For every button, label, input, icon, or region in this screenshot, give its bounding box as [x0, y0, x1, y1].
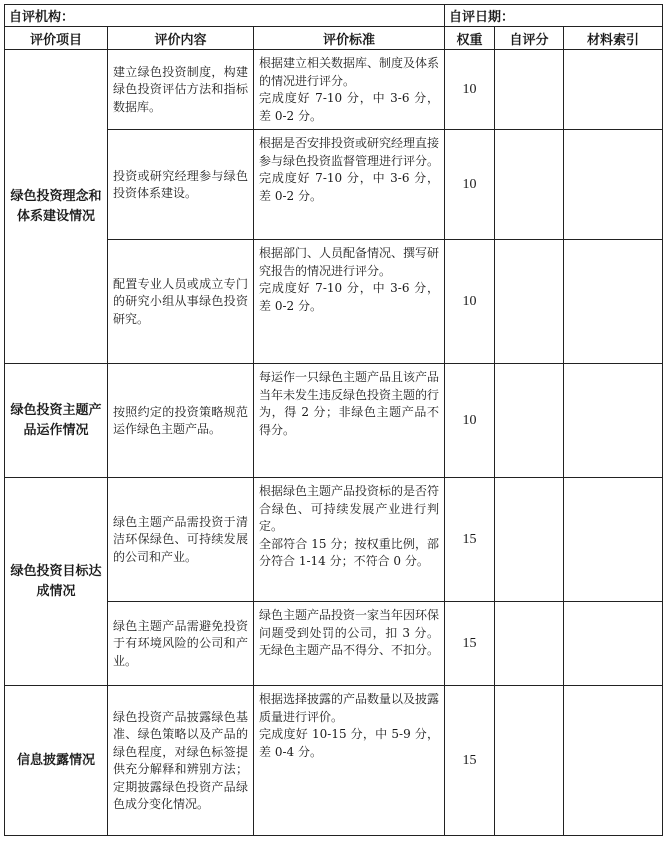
material-index-cell[interactable]: [564, 602, 663, 686]
standard-text: 完成度好 7-10 分，中 3-6 分，差 0-2 分。: [259, 171, 440, 203]
self-score-cell[interactable]: [495, 686, 564, 836]
org-label: 自评机构：: [5, 5, 445, 27]
category-cell: 绿色投资主题产品运作情况: [5, 364, 108, 478]
standard-cell: [254, 240, 445, 364]
weight-cell: 15: [445, 478, 495, 602]
self-score-cell[interactable]: [495, 130, 564, 240]
standard-text: 根据建立相关数据库、制度及体系的情况进行评分。: [259, 56, 440, 88]
date-label: 自评日期：: [445, 5, 663, 27]
col-header-weight: 权重: [445, 27, 495, 50]
self-score-cell[interactable]: [495, 240, 564, 364]
standard-cell: [254, 478, 445, 602]
content-cell: 绿色主题产品需避免投资于有环境风险的公司和产业。: [108, 602, 254, 686]
weight-cell: 15: [445, 602, 495, 686]
standard-text: 全部符合 15 分；按权重比例，部分符合 1-14 分；不符合 0 分。: [259, 536, 440, 568]
self-score-cell[interactable]: [495, 364, 564, 478]
material-index-cell[interactable]: [564, 364, 663, 478]
self-evaluation-table: [4, 4, 663, 836]
standard-text: 根据绿色主题产品投资标的是否符合绿色、可持续发展产业进行判定。: [259, 484, 440, 533]
standard-cell: [254, 130, 445, 240]
standard-text: 根据部门、人员配备情况、撰写研究报告的情况进行评分。: [259, 246, 440, 278]
standard-text: 完成度好 7-10 分，中 3-6 分，差 0-2 分。: [259, 91, 440, 123]
content-cell: 建立绿色投资制度，构建绿色投资评估方法和指标数据库。: [108, 50, 254, 130]
standard-text: 根据选择披露的产品数量以及披露质量进行评价。: [259, 692, 440, 724]
weight-cell: 10: [445, 50, 495, 130]
self-score-cell[interactable]: [495, 50, 564, 130]
content-cell: 投资或研究经理参与绿色投资体系建设。: [108, 130, 254, 240]
col-header-content: 评价内容: [108, 27, 254, 50]
standard-text: 完成度好 10-15 分，中 5-9 分，差 0-4 分。: [259, 727, 440, 759]
table-row: [5, 686, 663, 836]
weight-cell: 10: [445, 364, 495, 478]
self-score-cell[interactable]: [495, 602, 564, 686]
standard-text: 绿色主题产品投资一家当年因环保问题受到处罚的公司，扣 3 分。无绿色主题产品不得分、不扣分。: [259, 608, 440, 657]
standard-text: 完成度好 7-10 分，中 3-6 分，差 0-2 分。: [259, 281, 440, 313]
standard-text: 每运作一只绿色主题产品且该产品当年未发生违反绿色投资主题的行为，得 2 分；非绿色主题产品不得分。: [259, 370, 440, 437]
content-cell: 绿色主题产品需投资于清洁环保绿色、可持续发展的公司和产业。: [108, 478, 254, 602]
standard-text: 根据是否安排投资或研究经理直接参与绿色投资监督管理进行评分。: [259, 136, 440, 168]
col-header-item: 评价项目: [5, 27, 108, 50]
standard-cell: [254, 686, 445, 836]
weight-cell: 10: [445, 240, 495, 364]
col-header-standard: 评价标准: [254, 27, 445, 50]
content-cell: 配置专业人员或成立专门的研究小组从事绿色投资研究。: [108, 240, 254, 364]
standard-cell: [254, 602, 445, 686]
standard-cell: [254, 50, 445, 130]
meta-row: [5, 5, 663, 27]
category-cell: 绿色投资理念和体系建设情况: [5, 50, 108, 364]
weight-cell: 15: [445, 686, 495, 836]
col-header-material-index: 材料索引: [564, 27, 663, 50]
material-index-cell[interactable]: [564, 686, 663, 836]
table-row: [5, 50, 663, 130]
content-cell: 绿色投资产品披露绿色基准、绿色策略以及产品的绿色程度，对绿色标签提供充分解释和辨别方法；定期披露绿色投资产品绿色成分变化情况。: [108, 686, 254, 836]
material-index-cell[interactable]: [564, 478, 663, 602]
self-score-cell[interactable]: [495, 478, 564, 602]
table-row: [5, 364, 663, 478]
col-header-self-score: 自评分: [495, 27, 564, 50]
category-cell: 绿色投资目标达成情况: [5, 478, 108, 686]
weight-cell: 10: [445, 130, 495, 240]
standard-cell: [254, 364, 445, 478]
material-index-cell[interactable]: [564, 130, 663, 240]
column-header-row: [5, 27, 663, 50]
material-index-cell[interactable]: [564, 240, 663, 364]
table-row: [5, 478, 663, 602]
material-index-cell[interactable]: [564, 50, 663, 130]
category-cell: 信息披露情况: [5, 686, 108, 836]
content-cell: 按照约定的投资策略规范运作绿色主题产品。: [108, 364, 254, 478]
